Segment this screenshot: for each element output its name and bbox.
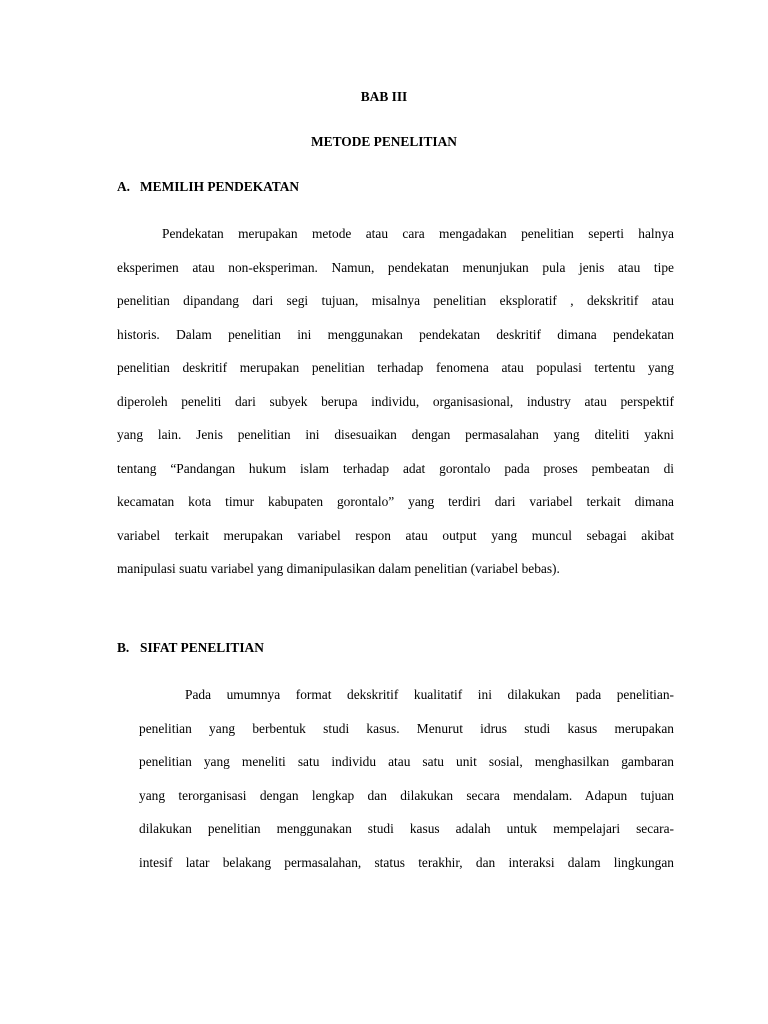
- section-a-letter: A.: [117, 179, 131, 194]
- paragraph-line: dilakukan penelitian menggunakan studi kasus adalah untuk mempelajari secara-: [139, 821, 674, 836]
- paragraph-line: historis. Dalam penelitian ini menggunakan pendekatan deskritif dimana pendekatan: [117, 326, 674, 342]
- section-a-heading: [117, 179, 299, 195]
- paragraph-line: yang terorganisasi dengan lengkap dan dilakukan secara mendalam. Adapun tujuan: [139, 787, 674, 803]
- paragraph-line: penelitian yang meneliti satu individu atau satu unit sosial, menghasilkan gambaran: [139, 754, 674, 769]
- paragraph-line: manipulasi suatu variabel yang dimanipulasikan dalam penelitian (variabel bebas).: [117, 561, 560, 576]
- section-a-paragraph: [117, 217, 674, 586]
- section-b-letter: B.: [117, 640, 130, 655]
- chapter-title: METODE PENELITIAN: [311, 134, 457, 149]
- paragraph-line: penelitian yang berbentuk studi kasus. Menurut idrus studi kasus merupakan: [139, 720, 674, 736]
- paragraph-line: penelitian deskritif merupakan penelitian terhadap fenomena atau populasi tertentu yang: [117, 360, 674, 375]
- paragraph-line: Pada umumnya format dekskritif kualitatif ini dilakukan pada penelitian-: [185, 687, 674, 702]
- paragraph-line: kecamatan kota timur kabupaten gorontalo” yang terdiri dari variabel terkait dimana: [117, 494, 674, 509]
- chapter-number: BAB III: [360, 89, 408, 104]
- paragraph-line: intesif latar belakang permasalahan, status terakhir, dan interaksi dalam lingkungan: [139, 854, 674, 870]
- section-b-paragraph: [139, 678, 674, 879]
- paragraph-line: tentang “Pandangan hukum islam terhadap adat gorontalo pada proses pembeatan di: [117, 460, 674, 476]
- paragraph-line: penelitian dipandang dari segi tujuan, misalnya penelitian eksploratif , dekskritif atau: [117, 293, 674, 308]
- paragraph-line: yang lain. Jenis penelitian ini disesuaikan dengan permasalahan yang diteliti yakni: [117, 427, 674, 442]
- paragraph-line: diperoleh peneliti dari subyek berupa individu, organisasional, industry atau perspektif: [117, 393, 674, 409]
- section-b-title: SIFAT PENELITIAN: [140, 640, 264, 655]
- paragraph-line: variabel terkait merupakan variabel respon atau output yang muncul sebagai akibat: [117, 527, 674, 543]
- paragraph-line: Pendekatan merupakan metode atau cara mengadakan penelitian seperti halnya: [162, 226, 674, 241]
- paragraph-line: eksperimen atau non-eksperiman. Namun, pendekatan menunjukan pula jenis atau tipe: [117, 259, 674, 275]
- section-a-title: MEMILIH PENDEKATAN: [140, 179, 300, 194]
- section-b-heading: [117, 640, 264, 656]
